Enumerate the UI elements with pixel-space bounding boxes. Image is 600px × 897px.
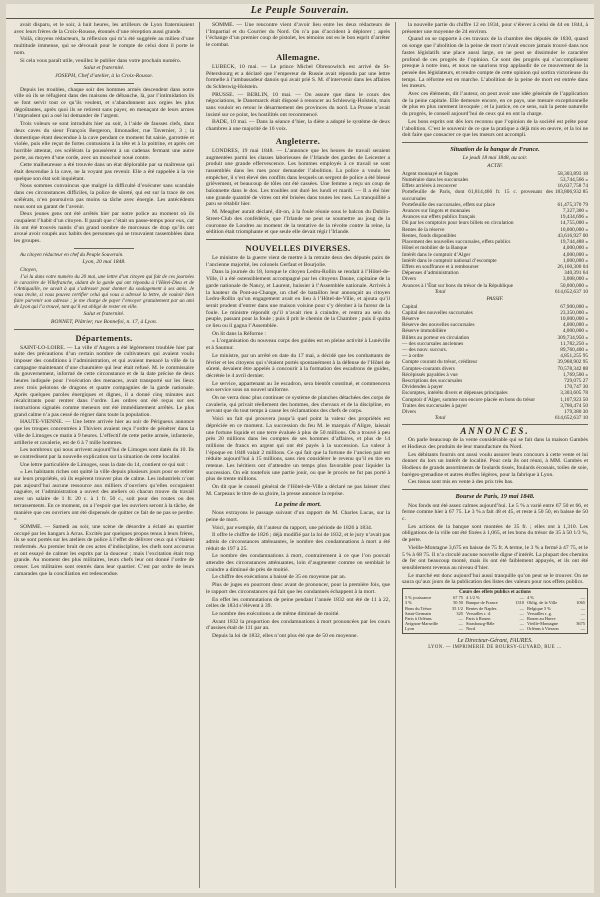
bank-row [402, 397, 588, 403]
quote-value: — [580, 626, 585, 632]
quote-name: Paris à Orléans [405, 616, 432, 622]
paragraph: Voici un fait qui prouvera jusqu’à quel point la valeur des propriétés est dépréciée en ce moment. La succession du feu M. le marquis d’Aligre, laissait une fortune liquide et une terre évaluée à plus de 50 millions. On a trouvé à peu près 20 millions dans les comptes de ses hommes d’affaires, et plus de 14 millions de francs en argent qui ont été payés à la succession. La valeur à l’époque en 1848 valait 2 millions. Ce qui fait que la fortune de l’ancien pair est réduite aujourd’hui à 15 millions, sans rien considérer le revenu qu’il en tire en retenue. Les héritiers ont d’attendre un temps plus favorable pour liquider la succession. On eût toutefois une partie jouir, ou que le procès ne fut pas porté à plus de trente millions. [206, 416, 390, 483]
quote-value: — [458, 616, 463, 622]
total-label: Total [434, 288, 446, 295]
bank-row-amount: 39,968,902 95 [557, 359, 588, 366]
bank-row-label: Portefeuille de Paris, dont 61,814,466 fr. 15 c. provenant des succursales [402, 189, 553, 202]
bank-row-amount: 26,160,300 04 [557, 263, 588, 270]
bank-row-label: Argent monnayé et lingots [402, 170, 459, 177]
paragraph: En effet les commutations de peine pendant l’année 1832 ont été de 11 à 22, celles de 1834 s’élèvent à 39. [206, 596, 390, 610]
paragraph: Plus de juges en pourront donc avant de prononcer, pour la première fois, que le rapport des circonstances qui fait que les condamnés échappent à la mort. [206, 582, 390, 595]
quote-name: Paris à Rouen [466, 616, 491, 622]
editor-signature: Le Directeur-Gérant, FAURES. [457, 637, 533, 644]
paragraph: HAUTE-VIENNE. — Une lettre arrivée hier au soir de Périgueux annonce que les troupes concentrées à Thiviers avaient reçu l’ordre de pénétrer dans la ville de Limoges ce matin à 9 heures. L’effectif de cette petite armée, infanterie, artillerie et cavalerie, est de 6 à 7 mille hommes. [14, 419, 194, 446]
bank-row-label: Capital [402, 303, 418, 310]
bank-passif-table [402, 304, 588, 416]
bank-row-label: Réserve des nouvelles succursales [402, 322, 475, 329]
paragraph: Les nombreux qui nous arrivent aujourd’hui de Limoges sont datés du 10. Ils se contredisent par la nouvelle explication sur la situation de cette localité. [14, 447, 194, 460]
paragraph: Nous extrayons le passage suivant d’un rapport de M. Charles Lucas, sur la peine de mort. [206, 510, 390, 523]
bank-row [402, 283, 588, 289]
total-label: Total [434, 415, 446, 422]
quote-name: Rentes de Naples [466, 605, 497, 611]
bank-row-label: Comptes-courants divers [402, 365, 455, 372]
bank-passif-total [402, 415, 588, 421]
bank-passif-label: PASSIF. [486, 295, 504, 302]
paragraph: Les bons esprits ont dès lors reconnu que l’opinion de la société est prête pour l’abolition. C’est le souvenir de ce que la pratique a déjà mis en œuvre, et la loi ne doit faire que consacrer ce que les mœurs ont accompli. [402, 118, 588, 139]
salutation: Salut et fraternité. [83, 65, 125, 72]
bank-row-label: — des nouv. succurs. [402, 347, 448, 354]
paragraph: PRUSSE. — BERLIN, 10 mai. — On assure que dans le cours des négociations, le Danemarck était disposé à renoncer au Schleswig-Holstein, mais sans vouloir en retour le désarmement des provinces du nord. La Prusse n’avait insisté sur ce point, les hostilités ont recommencé. [206, 91, 390, 118]
bank-row-amount: 50,000,000 » [560, 282, 588, 289]
bank-actif-label: ACTIF. [487, 163, 503, 170]
quote-name: Versailles r. g. [527, 610, 552, 616]
separator [402, 424, 588, 425]
bank-row-label: Rentes de la réserve [402, 226, 445, 233]
bank-row-amount: 4,000,000 » [562, 322, 588, 329]
paragraph: Le service, appartenant au 3e escadron, sera bientôt constitué, et commencera son service sous un nouvel uniforme. [206, 380, 390, 394]
bank-date: Le jeudi 18 mai 1848, au soir. [462, 155, 528, 162]
bank-row-label: Intérêt dans le comptoir d’Alger [402, 251, 471, 258]
column-1 [14, 22, 194, 888]
paragraph: Le ministre, par un arrêté en date du 17 mai, a décidé que les combattants de février et les citoyens qui s’étaient portés spontanément à la défense de l’Hôtel de sûreté, devaient être appelés à concourir à la formation des escadrons de guides, décrétée le 4 avril dernier. [206, 352, 390, 379]
letter-greeting: Citoyen, [20, 266, 38, 273]
bank-row-label: Récépissés payables à vue [402, 371, 458, 378]
quote-name: Belgique 5 % [527, 605, 551, 611]
bank-row-amount: 16,637,758 74 [557, 183, 588, 190]
bank-row-label: Numéraire dans les succursales [402, 177, 469, 184]
section-heading-bank: Situation de la banque de France. [450, 145, 540, 153]
paragraph: On lit dans la Réforme : [212, 330, 266, 337]
paragraph: Avec ces éléments, dit l’auteur, on peut avoir une idée générale de l’application de la peine capitale. Elle demeure encore, en ce pays, une mesure exceptionnelle de plus en plus rarement invoquée ; et la justice, en ce sens, suit la pente naturelle du progrès, le conseil aujourd’hui de ceux qui en ont la charge. [402, 91, 588, 118]
bank-row-amount: 170,747 30 [564, 384, 588, 391]
bank-row-label: Compte courant du trésor, créditeur [402, 359, 478, 366]
separator [206, 239, 390, 240]
bank-row-label: Effets arriérés à recouvrer [402, 183, 458, 190]
paragraph: Ces tissus sont mis en vente à des prix très bas. [408, 479, 514, 486]
bank-row-label: — des succursales anciennes [402, 340, 464, 347]
quote-name: Banque de France [466, 600, 498, 606]
section-heading-bourse: Bourse de Paris, 19 mai 1848. [455, 493, 535, 501]
quote-name: Orléans à Vierzon [527, 626, 559, 632]
quote-value: 50 50 [453, 600, 463, 606]
paragraph: Vieille-Montagne 3,675 en baisse de 75 fr. A terme, le 3 % a fermé à 47 75, et le 5 % à 68 75. Il n’a circulé aucune nouvelle digne d’intérêt. La plupart des chemins de fer ont beaucoup monté, mais ils ont été faiblement appuyés, et ils ont été sensiblement revenus au niveau d’hier. [402, 544, 588, 571]
bank-row-amount: 7,327,300 » [562, 208, 588, 215]
section-heading-england: Angleterre. [275, 135, 321, 146]
separator [74, 248, 134, 249]
paragraph: Le nombre des exécutions a de même diminué de moitié. [212, 610, 340, 617]
paragraph: M. Meagher aurait déclaré, dit-on, à la foule réunie sous le balcon du Dublin-Street-Club des confédérés, que l’Irlande ne peut se soumettre au joug de la couronne de Londres au moment de la tentative de la révolte contre la reine, la sédition était triomphante et que seule elle devait régir l’Irlande. [206, 209, 390, 236]
quote-name: Saint-Germain [405, 610, 431, 616]
separator [402, 142, 588, 143]
quote-value: 3675 [576, 621, 585, 627]
bank-row-amount: 4,851,255 95 [560, 353, 588, 360]
bank-row-label: Billets au porteur en circulation [402, 334, 470, 341]
paragraph: Voilà, citoyens rédacteurs, la réflexion qui m’a été suggérée au milieu d’une multitude immense, qui se dévouait pour le compte de celui dont il porte le nom. [14, 36, 194, 56]
bank-row-amount: 729,075 27 [564, 378, 588, 385]
bank-row [402, 390, 588, 396]
bank-row-amount: 340,391 64 [564, 270, 588, 277]
letter-body: J’ai lu dans votre numéro du 20 mai, une lettre d’un citoyen qui fait de ces journées le caractère de Villefranche, aidant de la garde qui ont répondu à l’Hôtel-Dieu et de l’Antiquaille, ne savait à qui s’adresser pour donner du soulagement à ses amis. Je vous invite, si vous pouvez certifier celui qui vous a adressé la lettre, de vouloir bien faire parvenir son adresse ; je me charge de payer l’envoyer gratuitement par un ami de Lyon qui l’a trouvé, tant qu’il est obligé de rester en ville. [14, 273, 194, 311]
quote-name: Bons du Trésor [405, 605, 432, 611]
bank-row-amount: 183,806,932 85 [554, 189, 588, 196]
bank-row-label: Dividendes à payer [402, 384, 443, 391]
bank-row-amount: 70,578,342 88 [557, 365, 588, 372]
paragraph: On dit que le conseil général de l’Hôtel-de-Ville a déclaré ne pas laisser chez M. Carpeaux le titre de sa gloire, la presse annonce la reprise. [206, 484, 390, 497]
paragraph: Dans la journée du 18, lorsque le citoyen Ledru-Rollin se rendait à l’Hôtel-de-Ville, il a été ostensiblement accompagné par les citoyens Daune, capitaine de la garde nationale de Nancy, et Laurent, huissier à l’Assemblée nationale. Arrivés à la hauteur du Pont-au-Change, un chef de bataillon leur annonçait au citoyen Ledru-Rollin qu’un engagement avait eu lieu à l’Hôtel-de-Ville, et ajouta qu’il serait prudent d’entrer dans une maison voisine pour s’y dérober à la fureur de la foule. Le ministre répondit qu’il n’avait rien à craindre, et rentra au sein du peuple, passant pour la foule ; puis il prit le chemin de la Chambre ; puis il quitta ce lieu ou il gagna l’Assemblée. [206, 269, 390, 330]
section-heading-departments: Départements. [75, 332, 133, 343]
bank-row-label: Divers [402, 409, 417, 416]
letter-heading: Au citoyen rédacteur en chef du Peuple Souverain. [20, 251, 124, 258]
paragraph: Trois voleurs se sont introduits hier au soir, à l’aide de fausses clefs, dans deux caves du sieur François Bergeron, limonadier, rue Tavernier, 3 ; la domestique étant descendue à la cave pendant ce moment fut saisie, garrottée et violée, puis elle reçut de fortes contusions à la tête et à la poitrine, et après cet horrible attentat, ces scélérats la poussèrent à un cadenas fermant une autre porte, au moyen d’une corde, avec un mouchoir noué contre. [14, 121, 194, 161]
bank-row-amount: 3,303,605 78 [560, 390, 588, 397]
paragraph: SOMME. — Samedi au soir, une scène de désordre a éclaté au quartier occupé par les hangars à Arras. Excités par quelques propos tenus à leurs frères, ils se sont portés sur les ateliers de police à l’effet de délivrer ceux qui s’étaient renfermés. Au premier bruit de ces actes d’indiscipline, les chefs sont accourus et ont essayé de calmer les esprits par la douceur ; mais l’excitation était trop grande. Au moment des plus militaires, leurs chefs leur ont donné l’ordre de cesser. Les militaires sont rentrés dans leur quartier. C’est par ordre de leurs camarades que la conciliation est redescendue. [14, 523, 194, 577]
quote-value: — [580, 595, 585, 601]
quote-value: — [580, 616, 585, 622]
quote-value: — [519, 621, 524, 627]
paragraph: Le ministre de la guerre vient de mettre à la retraite deux des députés pairs de l’ancienne majorité, les colonels Gerfaut et Bourjolie. [206, 254, 390, 268]
bank-row-label: Traites des succursales à payer [402, 402, 468, 409]
masthead-title: Le Peuple Souverain. [250, 5, 350, 16]
quotes-header: Cours des effets publics et actions [459, 590, 531, 596]
quote-value: — [458, 626, 463, 632]
bank-row-label: Réserve [402, 316, 420, 323]
paragraph: Deux jeunes gens ont été arrêtés hier par notre police au moment où ils coupaient l’habit d’un citoyen. Il paraît que c’était un passe-temps pour eux, car ils ont été trouvés nantis d’un grand nombre de morceaux de drap qu’ils ont avoué avoir coupés aux habits des personnes qui se trouvaient rassemblées dans les groupes. [14, 211, 194, 245]
section-heading-death-penalty: La peine de mort. [274, 500, 322, 508]
quote-value: 67 75 [453, 595, 463, 601]
section-heading-ads: ANNONCES. [460, 426, 530, 437]
paragraph: Nous sommes convaincus que malgré la difficulté d’exécuter sans scandale dans ces circonstances difficiles, la police de sûreté, qui est sur la trace de ces scélérats, n’en poursuivra pas moins sa tâche avec énergie. Les antécédents nous sont un garant de l’avenir. [14, 183, 194, 210]
bank-row-amount: 58,303,893 18 [557, 170, 588, 177]
bank-row-label: Hôtel et mobilier de la Banque [402, 245, 468, 252]
paragraph: Une lettre particulière de Limoges, sous la date du 14, contient ce qui suit : [20, 461, 188, 468]
paragraph: On ne verra donc plus continuer ce système de planches détachées des corps de cavalerie, qui privait réellement des hommes, des chevaux et de la discipline, en servant que du tout temps à cause les réclamations des chefs de corps. [206, 395, 390, 415]
bank-row-label: Capital des nouvelles succursales [402, 309, 473, 316]
column-3 [402, 22, 588, 888]
bank-row-amount: 3,008,000 » [562, 276, 588, 283]
paragraph: avait disparu, et le soir, à huit heures, les artilleurs de Lyon fraternisaient avec leurs frères de la Croix-Rousse, étonnés d’une réception aussi grande. [14, 22, 194, 35]
bank-row-label: Dépenses d’administration [402, 270, 459, 277]
bank-row-label: Placement des nouvelles succursales, effets publics [402, 239, 511, 246]
paragraph: Voici, par exemple, dit l’auteur du rapport, une période de 1826 à 1834. [212, 524, 373, 531]
quote-line [527, 626, 585, 631]
signature: JOSEPH, Chef d’atelier, à la Croix-Rousse. [55, 72, 153, 79]
paragraph: SAINT-LO-LOIRE. — La ville d’Angers a été légèrement troublée hier par suite des précautions d’un certain nombre de cultivateurs qui avaient voulu imposer des conditions à l’administration, et qui avaient menacé la ville de la campagne maintenant d’une chaumière qui leur était refusé. M. le commissaire du gouvernement, informé de cette circonstance et de la date précise de deux heures indiquée pour l’exécution des menaces, avait transporté sur les lieux avec trois pelotons de dragons et quatre compagnies de la garde nationale. Après quelques paroles énergiques et dignes, il a donné cinq minutes aux récalcitrants pour rentrer dans l’ordre. Les ordres ont été reçus sur ses instructions signalés comme meneurs ont été immédiatement arrêtés. Le plus grand calme n’a pas cessé de régner dans toute la population. [14, 344, 194, 418]
quote-value: — [519, 626, 524, 632]
bank-row-label: Réserve immobilière [402, 328, 447, 335]
paragraph: SOMME. — Une rencontre vient d’avoir lieu entre les deux rédacteurs de l’Impartial et du Courrier du Nord. On n’a pas d’accident à déplorer ; après l’échange d’un premier coup de pistolet, les témoins ont eu le bon esprit d’arrêter le combat. [206, 22, 390, 49]
stock-quotes-table [402, 588, 588, 634]
bank-row-amount: 309,734,950 » [557, 334, 588, 341]
paragraph: Les actions de la banque sont montées de 35 fr. ; elles ont à 1,310. Les obligations de la ville ont été fixées à 1,065, et les bons du trésor de 35 à 50 1/3 %, de perte. [402, 523, 588, 544]
paragraph: Le nombre des condamnations à mort, contrairement à ce que l’on pouvait attendre des circonstances atténuantes, loin d’augmenter comme on semblait le craindre a diminué de près de moitié. [206, 553, 390, 573]
bank-row-amount: 61,475,370 79 [557, 201, 588, 208]
quote-name: Rouen au Havre [527, 616, 556, 622]
quote-name: Lyon [405, 626, 415, 632]
quote-value: — [580, 610, 585, 616]
paragraph: Si cela vous paraît utile, veuillez le publier dans votre prochain numéro. [20, 57, 182, 64]
quote-value: — [519, 595, 524, 601]
bank-row-label: Divers [402, 276, 417, 283]
paragraph: Quand on se rapporte à ces travaux de la chambre des députés de 1830, quand on songe que l’abolition de la peine de mort n’avait encore jamais trouvé dans nos fastes législatifs une place aussi large, on ne peut se dissimuler le caractère profond de ces progrès de l’opinion. Ce sont des progrès qui s’accomplissent presque à notre insu, et nous ne saurions trop applaudir de ce mouvement de la pensée des législateurs, et rendre compte de cette opinion qui sortira victorieuse du temps. La réforme est en marche. L’abolition de la peine de mort est entrée dans les mœurs. [402, 36, 588, 90]
separator [14, 329, 194, 330]
printer-line: LYON. — IMPRIMERIE DE BOURSY-GUYARD, RUE … [428, 645, 562, 651]
bank-row-label: Rentes, fonds disponibles [402, 232, 457, 239]
paragraph: Depuis la loi de 1832, elles n’ont plus été que de 50 en moyenne. [212, 633, 358, 640]
bank-row [402, 220, 588, 226]
bank-row-label: Intérêt dans le comptoir national d’escompte [402, 257, 497, 264]
letter-date: Lyon, 20 mai 1848. [82, 258, 126, 265]
masthead [6, 4, 594, 19]
bank-row-label: Avances sur effets publics français [402, 214, 476, 221]
bank-row-label: Dû par les comptoirs pour leurs billets en circulation [402, 220, 514, 227]
paragraph: Depuis les troubles, chaque soir des hommes armés descendent dans notre ville où ils se réfugient dans des maisons de débauche, là, par l’intimidation ils se font servir tout ce qu’ils veulent, et s’abandonnent aux orgies les plus dégoûtantes, après quoi ils se retirent sans payer, en menaçant de leurs armes l’imprudent qui a osé lui demander de l’argent. [14, 86, 194, 120]
quote-name: 4 % [527, 595, 534, 601]
quote-value: — [519, 605, 524, 611]
bank-row-label: Escomptes, intérêts divers et dépenses principales [402, 390, 508, 397]
paragraph: la nouvelle partie du chiffre 12 en 1834, pour s’élever à celui de 44 en 1844, à présenter une moyenne de 24 environ. [402, 22, 588, 35]
quote-value: 325 [456, 610, 463, 616]
total-amount: 614,652,637 10 [554, 288, 588, 295]
column-rule [395, 22, 396, 888]
quote-value: — [458, 621, 463, 627]
quote-value: — [519, 610, 524, 616]
paragraph: Nos fonds ont été assez calmes aujourd’hui. Le 5 % a varié entre 67 50 et 66, et ferme comme hier à 67 75. Le 3 % a fait 48 et 45, et reste à 50 50, en baisse de 50 c. [402, 502, 588, 523]
paragraph: On parle beaucoup de la vente considérable qui se fait dans la maison Gambès et Hodieux des produits de leur manufacture du Nord. [402, 437, 588, 450]
bank-row-amount: 1,107,923 50 [560, 396, 588, 403]
bank-row-amount: 89,760,400 » [560, 347, 588, 354]
quote-name: Vieille-Montagne [527, 621, 558, 627]
paragraph: « Les habitants riches ont quitté la ville depuis plusieurs jours pour se retirer sur leurs propriétés, où ils espèrent trouver plus de calme. Les industriels n’ont pas aujourd’hui aucune ressource aux milliers d’ouvriers qu’elles occupaient naguère, et l’administration a ouvert des ateliers où chacun trouve du travail avec un salaire de 1 fr. 20 c. à 1 fr. 50 c., soit pour des routes ou des terrassements. En ce moment, on a l’espoir que les ouvriers seront à la tâche, de manière que ces ouvriers ont été dispensés de quitter ce fait de ne pas se perdre. » [14, 469, 194, 523]
quote-value: 1310 [515, 600, 524, 606]
quote-value: 1065 [576, 600, 585, 606]
bank-row-amount: 10,000,000 » [560, 226, 588, 233]
bank-row [402, 189, 588, 201]
bank-actif-total [402, 289, 588, 295]
quote-value: 35 1/2 [451, 605, 463, 611]
quote-line [466, 626, 524, 631]
bank-row-amount: 4,000,000 » [562, 245, 588, 252]
bank-row-label: Portefeuille des succursales, effets sur place [402, 201, 496, 208]
quote-name: 5 % jouissance [405, 595, 432, 601]
paragraph: Le chiffre des exécutions a baissé de 35 en moyenne par an. [212, 574, 347, 581]
bank-row-amount: 11,782,250 » [560, 340, 588, 347]
bank-row-amount: 67,900,000 » [560, 303, 588, 310]
bank-row-amount: 4,000,000 » [562, 328, 588, 335]
total-amount: 614,652,637 10 [554, 415, 588, 422]
paragraph: Il offre le chiffre de 1826 ; déjà modifié par la loi de 1832, et le jury n’avait pas admis de circonstances atténuantes, le nombre des condamnations à mort a été réduit de 197 à 25. [206, 532, 390, 552]
quote-name: Versailles r. d. [466, 610, 491, 616]
separator [74, 83, 134, 84]
bank-row-amount: 19,744,488 » [560, 239, 588, 246]
letter-close: Salut et fraternité. [83, 311, 125, 318]
bank-row-amount: 23,350,000 » [560, 309, 588, 316]
bank-row-amount: 4,000,000 » [562, 251, 588, 258]
quote-name: 3 % [405, 600, 412, 606]
bank-row-label: — à ordre [402, 353, 424, 360]
paragraph: « L’organisation du nouveau corps des guides est en pleine activité à Lunéville et à Saumur. [206, 338, 390, 352]
quote-value: — [580, 605, 585, 611]
section-heading-germany: Allemagne. [276, 51, 320, 62]
section-heading-misc-news: NOUVELLES DIVERSES. [245, 242, 351, 253]
paragraph: Le marché est donc aujourd’hui aussi tranquille qu’on peut se le trouver. On ne saura qu’aux jours de la publication des listes des valeurs pour nos effets publics. [402, 572, 588, 586]
quote-name: Oblig. de la Ville [527, 600, 558, 606]
paragraph: Avant 1832 la proportion des condamnations à mort prononcées par les cours d’assises était de 111 par an. [206, 618, 390, 632]
quote-line [405, 626, 463, 631]
paragraph: BADE, 10 mai. — Dans la séance d’hier, la diète a adopté le système de deux chambres à une majorité de 16 voix. [206, 119, 390, 133]
bank-row-amount: 3,760,474 50 [560, 402, 588, 409]
bank-row-amount: 1,000,000 » [562, 257, 588, 264]
column-2 [206, 22, 390, 888]
separator [402, 489, 588, 490]
bank-row-amount: 43,616,927 00 [557, 232, 588, 239]
column-rule [199, 22, 200, 888]
quote-name: Avignon-Marseille [405, 621, 439, 627]
bank-row-amount: 179,380 30 [564, 409, 588, 416]
bank-row-amount: 10,000,000 » [560, 316, 588, 323]
letter-signature: BONNET, Plâtrier, rue Bonnefoi, n. 17, à Lyon. [50, 318, 158, 325]
paragraph: Cette malheureuse a été trouvée dans un état déplorable par sa maîtresse qui était descendue à la cave, ne la voyant pas revenir. Elle a été rappelée à la vie quelque son état soit inquiétant. [14, 162, 194, 182]
bank-row-label: Avances à l’État sur bons du trésor de la République [402, 282, 513, 289]
paragraph: Les débitants fournis ont aussi voulu assurer leurs concours à cette vente et lui donner du lors un intérêt de localité. Pour cela ils ont réuni, à MM. Gambès et Hodieux de grands assortiments de foulards tissés, foulards écossais, toiles de soie, barèges-grenadine et autres étoffes légères, pour la fabrique à Lyon. [402, 451, 588, 478]
bank-row-label: Rescriptions des succursales [402, 378, 463, 385]
quote-value: — [519, 616, 524, 622]
quote-name: Nord [466, 626, 476, 632]
bank-row-label: Avances sur lingots et monnaies [402, 208, 471, 215]
bank-row-amount: 53,744,566 » [560, 177, 588, 184]
bank-row-label: Comptoir d’Alger, somme non encore placée en bons du trésor [402, 396, 536, 403]
bank-row-amount: 19,434,696 » [560, 214, 588, 221]
bank-row-amount: 14,755,000 » [560, 220, 588, 227]
newspaper-page [6, 4, 594, 893]
paragraph: LONDRES, 19 mai 1848. — L’annonce que les heures de travail seraient augmentées parmi les classes laborieuses de l’Irlande des gardes de Leicester a produit une grande effervescence. Les hommes employés à ce travail se sont rassemblés dans les rues pour demander l’abolition. La police a voulu les empêcher, il s’est élevé des conflits dans lesquels un sergent de police a été blessé grièvement, et beaucoup de tôles ont été cassées. Une femme a reçu un coup de baïonnette dans le dos. Les troubles ont duré les lundi et mardi. — Il a été hier une grande quantité de vitres ont été brisées dans toutes les rues. La tranquillité a paru se rétablir hier. [206, 147, 390, 208]
bank-actif-table [402, 171, 588, 289]
bank-row-amount: 1,769,500 » [562, 371, 588, 378]
bank-row-label: Effets en souffrance et à rembourser [402, 263, 479, 270]
quote-name: Strasbourg-Bâle [466, 621, 495, 627]
paragraph: LUBECK, 10 mai. — Le prince Michel Obrenowitch est arrivé de St-Pétersbourg et a déclaré que l’empereur de Russie avait répondu par une lettre formelle à l’ambassadeur danois qui avait prié S. M. d’intervenir dans les affaires du Schleswig-Holstein. [206, 63, 390, 90]
quote-name: 4 1/2 % [466, 595, 480, 601]
